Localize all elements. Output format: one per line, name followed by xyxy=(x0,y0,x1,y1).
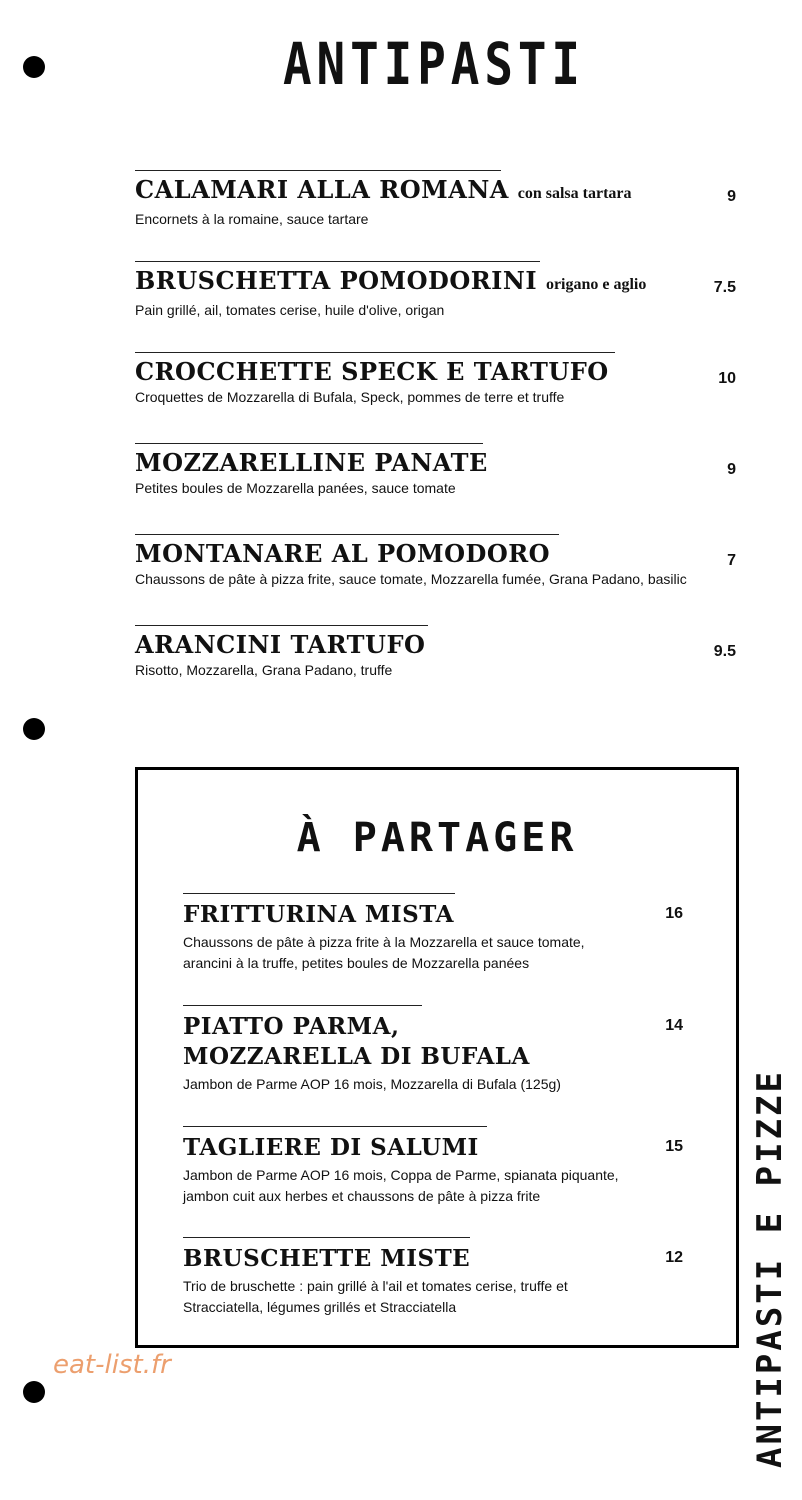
description-line: jambon cuit aux herbes et chaussons de pâte à pizza frite xyxy=(183,1188,541,1204)
section-title: À PARTAGER xyxy=(296,815,578,861)
menu-item-description: Pain grillé, ail, tomates cerise, huile d'olive, origan xyxy=(135,302,445,318)
description-line: Jambon de Parme AOP 16 mois, Mozzarella di Bufala (125g) xyxy=(183,1076,561,1092)
divider xyxy=(183,1126,487,1127)
description-line: Trio de bruschette : pain grillé à l'ail et tomates cerise, truffe et xyxy=(183,1278,568,1294)
divider xyxy=(135,443,483,444)
menu-item-name: BRUSCHETTA POMODORINI origano e aglio xyxy=(135,266,647,295)
page-title: ANTIPASTI xyxy=(283,30,585,98)
menu-item-price: 10 xyxy=(718,370,736,387)
menu-item xyxy=(183,1237,683,1318)
menu-item-name: MOZZARELLINE PANATE xyxy=(135,448,488,477)
side-section-label: ANTIPASTI E PIZZE xyxy=(750,1069,790,1468)
menu-item xyxy=(135,261,740,320)
menu-item xyxy=(135,443,740,498)
menu-item-subtitle: con salsa tartara xyxy=(517,185,632,202)
menu-item-description: Encornets à la romaine, sauce tartare xyxy=(135,211,369,227)
menu-item-subtitle: origano e aglio xyxy=(545,276,647,293)
name-line: PIATTO PARMA, xyxy=(183,1013,400,1040)
menu-item-price: 12 xyxy=(665,1249,683,1266)
name-line: MOZZARELLA DI BUFALA xyxy=(183,1043,530,1070)
menu-item-description: Petites boules de Mozzarella panées, sauce tomate xyxy=(135,480,456,496)
divider xyxy=(183,893,455,894)
binder-hole-dot xyxy=(23,56,45,78)
menu-item-price: 16 xyxy=(665,905,683,922)
divider xyxy=(183,1237,470,1238)
menu-item-description xyxy=(183,1165,683,1207)
menu-item-price: 15 xyxy=(665,1138,683,1155)
binder-hole-dot xyxy=(23,718,45,740)
menu-item xyxy=(183,1005,683,1095)
menu-item xyxy=(135,534,740,589)
menu-item xyxy=(135,625,740,680)
menu-item-description xyxy=(183,1276,683,1318)
watermark: eat-list.fr xyxy=(53,1350,171,1380)
description-line: arancini à la truffe, petites boules de Mozzarella panées xyxy=(183,955,530,971)
menu-item-name: MONTANARE AL POMODORO xyxy=(135,539,551,568)
menu-item-description: Croquettes de Mozzarella di Bufala, Speck, pommes de terre et truffe xyxy=(135,389,565,405)
sharing-section xyxy=(135,767,739,1348)
menu-item xyxy=(183,893,683,974)
menu-item xyxy=(183,1126,683,1207)
menu-item-price: 9.5 xyxy=(713,643,736,660)
divider xyxy=(135,625,428,626)
menu-item-name: CALAMARI ALLA ROMANA con salsa tartara xyxy=(135,175,632,204)
menu-item xyxy=(135,352,740,407)
menu-item-name: ARANCINI TARTUFO xyxy=(135,630,426,659)
divider xyxy=(135,170,501,171)
menu-item-name: CROCCHETTE SPECK E TARTUFO xyxy=(135,357,609,386)
menu-item-price: 14 xyxy=(665,1017,683,1034)
menu-item-name: TAGLIERE DI SALUMI xyxy=(183,1134,479,1161)
divider xyxy=(135,534,559,535)
menu-item-price: 7.5 xyxy=(713,279,736,296)
menu-item xyxy=(135,170,740,229)
divider xyxy=(135,352,615,353)
menu-item-name: FRITTURINA MISTA xyxy=(183,901,454,928)
menu-item-name: BRUSCHETTE MISTE xyxy=(183,1245,471,1272)
divider xyxy=(183,1005,422,1006)
description-line: Jambon de Parme AOP 16 mois, Coppa de Parme, spianata piquante, xyxy=(183,1167,619,1183)
description-line: Chaussons de pâte à pizza frite à la Mozzarella et sauce tomate, xyxy=(183,934,585,950)
menu-item-price: 7 xyxy=(727,552,736,569)
menu-item-description: Risotto, Mozzarella, Grana Padano, truffe xyxy=(135,662,393,678)
menu-item-description xyxy=(183,932,683,974)
menu-item-price: 9 xyxy=(727,188,736,205)
menu-item-description xyxy=(183,1074,683,1095)
binder-hole-dot xyxy=(23,1381,45,1403)
menu-item-name xyxy=(183,1012,683,1072)
menu-item-price: 9 xyxy=(727,461,736,478)
menu-item-description: Chaussons de pâte à pizza frite, sauce tomate, Mozzarella fumée, Grana Padano, basilic xyxy=(135,571,687,587)
description-line: Stracciatella, légumes grillés et Stracciatella xyxy=(183,1299,457,1315)
divider xyxy=(135,261,540,262)
